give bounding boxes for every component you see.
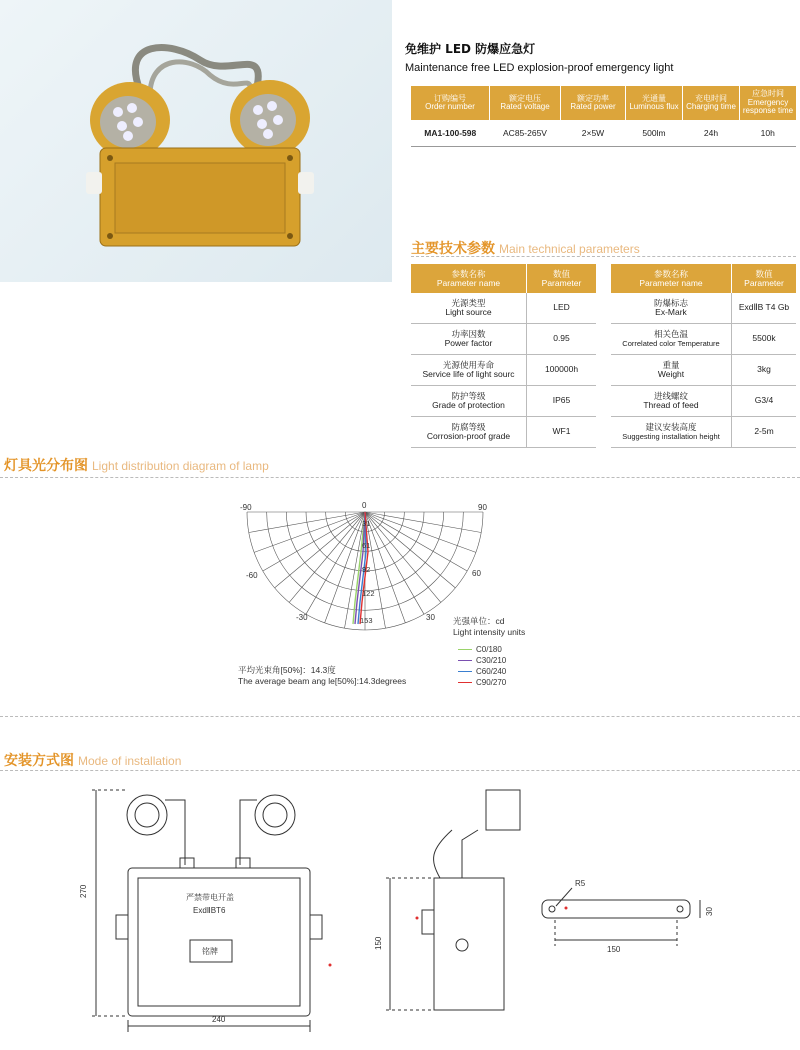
order-header: 应急时间 Emergency response time	[740, 86, 797, 120]
product-title-cn: 免维护 LED 防爆应急灯	[405, 42, 536, 56]
table-row	[411, 120, 796, 147]
ex-mark-label: ExdⅡBT6	[193, 906, 226, 915]
divider	[0, 477, 800, 478]
distribution-section-title	[4, 455, 269, 475]
order-cell: 10h	[740, 120, 797, 147]
units-cn: 光强单位：cd	[453, 616, 505, 626]
divider	[0, 716, 800, 717]
intensity-label: 122	[362, 589, 375, 598]
order-cell: AC85-265V	[490, 120, 561, 147]
legend-item: C0/180	[458, 644, 506, 655]
installation-section-title	[4, 750, 181, 770]
legend-swatch	[458, 671, 472, 672]
distribution-legend	[458, 644, 506, 688]
param-name: 建议安装高度 Suggesting installation height	[611, 417, 732, 448]
intensity-label: 153	[360, 616, 373, 625]
intensity-label: 31	[362, 519, 371, 528]
params-table-left	[411, 264, 596, 448]
intensity-label: 61	[362, 541, 371, 550]
distribution-title-en: Light distribution diagram of lamp	[92, 459, 269, 473]
intensity-label: 92	[362, 565, 371, 574]
order-header: 光通量 Luminous flux	[626, 86, 683, 120]
dimension-label: 240	[212, 1015, 226, 1024]
param-name: 进线螺纹 Thread of feed	[611, 386, 732, 417]
params-section-title	[411, 238, 640, 258]
order-cell: 24h	[683, 120, 740, 147]
order-cell: 500lm	[626, 120, 683, 147]
param-value: ExdⅡB T4 Gb	[732, 293, 797, 324]
dimension-label: 150	[607, 945, 621, 954]
param-name: 防爆标志 Ex-Mark	[611, 293, 732, 324]
param-name: 光源类型 Light source	[411, 293, 527, 324]
param-value: WF1	[527, 417, 597, 448]
installation-drawing	[0, 770, 800, 1050]
order-header: 额定功率 Rated power	[561, 86, 626, 120]
product-photo	[0, 0, 392, 282]
table-row	[411, 386, 596, 417]
params-header-value: 数值 Parameter	[732, 264, 797, 293]
table-row	[411, 417, 596, 448]
param-value: 3kg	[732, 355, 797, 386]
angle-label: 0	[362, 501, 367, 510]
legend-item: C90/270	[458, 677, 506, 688]
installation-title-en: Mode of installation	[78, 754, 182, 768]
param-name: 光源使用寿命 Service life of light sourc	[411, 355, 527, 386]
order-cell: MA1-100-598	[411, 120, 490, 147]
params-title-en: Main technical parameters	[499, 242, 640, 256]
param-value: G3/4	[732, 386, 797, 417]
angle-label: 90	[478, 503, 487, 512]
warning-label: 严禁带电开盖	[186, 893, 234, 902]
legend-swatch	[458, 649, 472, 650]
params-header-name: 参数名称 Parameter name	[611, 264, 732, 293]
emergency-light-image	[0, 0, 392, 282]
params-table-right	[611, 264, 796, 448]
angle-label: -60	[246, 571, 258, 580]
table-row	[611, 355, 796, 386]
param-value: LED	[527, 293, 597, 324]
legend-item: C60/240	[458, 666, 506, 677]
dimension-label: R5	[575, 879, 586, 888]
param-name: 相关色温 Correlated color Temperature	[611, 324, 732, 355]
table-row	[411, 324, 596, 355]
nameplate-label: 铭牌	[202, 947, 218, 956]
installation-title-cn: 安装方式图	[4, 753, 74, 769]
legend-item: C30/210	[458, 655, 506, 666]
table-row	[611, 386, 796, 417]
angle-label: 30	[426, 613, 435, 622]
legend-swatch	[458, 682, 472, 683]
param-name: 功率因数 Power factor	[411, 324, 527, 355]
avg-beam-angle-en: The average beam ang le[50%]:14.3degrees	[238, 676, 407, 686]
param-name: 防护等级 Grade of protection	[411, 386, 527, 417]
angle-label: 60	[472, 569, 481, 578]
param-value: IP65	[527, 386, 597, 417]
order-table-header	[411, 86, 796, 120]
param-name: 重量 Weight	[611, 355, 732, 386]
param-value: 0.95	[527, 324, 597, 355]
param-value: 5500k	[732, 324, 797, 355]
dimension-label: 150	[374, 936, 383, 950]
param-name: 防腐等级 Corrosion-proof grade	[411, 417, 527, 448]
angle-label: -90	[240, 503, 252, 512]
params-header-name: 参数名称 Parameter name	[411, 264, 527, 293]
order-header: 订购编号 Order number	[411, 86, 490, 120]
dimension-label: 270	[79, 884, 88, 898]
units-en: Light intensity units	[453, 627, 526, 637]
legend-swatch	[458, 660, 472, 661]
order-cell: 2×5W	[561, 120, 626, 147]
dimension-label: 30	[705, 907, 714, 916]
param-value: 100000h	[527, 355, 597, 386]
param-value: 2-5m	[732, 417, 797, 448]
avg-beam-angle-cn: 平均光束角[50%]：14.3度	[238, 665, 336, 675]
params-title-cn: 主要技术参数	[411, 241, 495, 257]
order-table	[411, 86, 796, 147]
order-header: 额定电压 Rated voltage	[490, 86, 561, 120]
angle-label: -30	[296, 613, 308, 622]
table-row	[611, 324, 796, 355]
table-row	[411, 293, 596, 324]
params-header-value: 数值 Parameter	[527, 264, 597, 293]
product-title-en: Maintenance free LED explosion-proof emergency light	[405, 62, 674, 74]
table-row	[611, 293, 796, 324]
table-row	[411, 355, 596, 386]
divider	[411, 256, 796, 257]
distribution-title-cn: 灯具光分布图	[4, 458, 88, 474]
table-row	[611, 417, 796, 448]
order-header: 充电时间 Charging time	[683, 86, 740, 120]
